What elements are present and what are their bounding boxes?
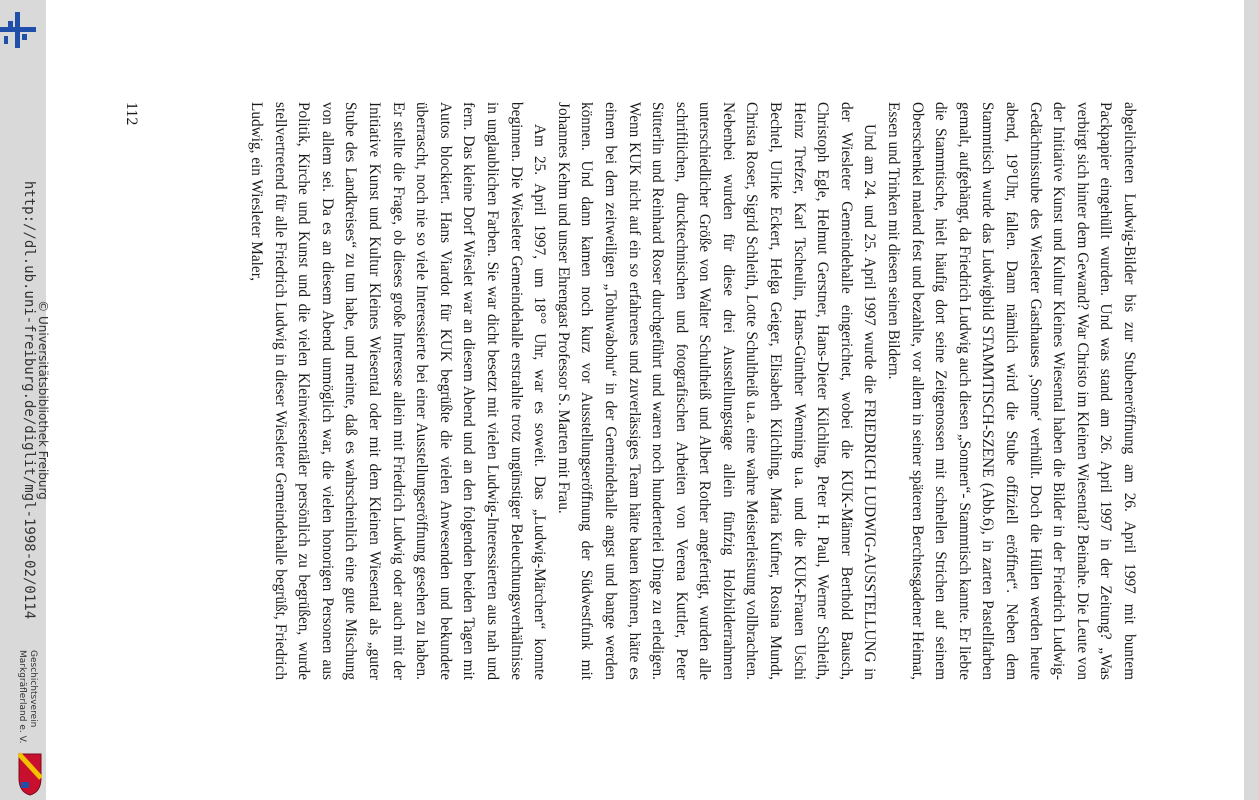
page-body-text — [171, 102, 1141, 680]
society-name-line-2: Markgräflerland e. V. — [17, 650, 27, 744]
paragraph: Am 25. April 1997, um 18°° Uhr, war es soweit. Das „Ludwig-Märchen“ konnte beginnen. Die Wiesleter Gemeindehalle erstrahlte trotz ungünstiger Beleuchtungsverhältnisse in unglaublichen Farben. Sie war dicht besetzt mit vielen Ludwig-Interessierten aus nah und fern. Das kleine Dorf Wieslet war an diesem Abend und an den folgenden beiden Tagen mit Autos blockiert. Hans Viardot für KUK begrüßte die vielen Anwesenden und bekundete überrascht, noch nie so viele Interessierte bei einer Ausstellungseröffnung gesehen zu haben. Er stellte die Frage, ob dieses große Interesse allein mit Friedrich Ludwig oder auch mit der Initiative Kunst und Kultur Kleines Wiesental oder mit dem Kleinen Wiesental als „guter Stube des Landkreises“ zu tun habe, und meinte, daß es wahrscheinlich eine gute Mischung von allem sei. Da es an diesem Abend unmöglich war, die vielen honorigen Personen aus Politik, Kirche und Kunst und die vielen Kleinwiesentäler persönlich zu begrüßen, wurde stellvertretend für alle Friedrich Ludwig in dieser Wiesleter Gemeindehalle begrüßt, Friedrich Ludwig, ein Wiesleter Maler, — [248, 102, 549, 680]
society-coat-of-arms-icon — [18, 752, 42, 796]
viewer-sidebar — [0, 0, 50, 800]
rotated-book-page — [123, 102, 1141, 680]
university-logo-icon — [0, 12, 40, 48]
paragraph: Und am 24. und 25. April 1997 wurde die FRIEDRICH LUDWIG-AUSSTELLUNG in der Wiesleter Gemeindehalle eingerichtet, wobei die KUK-Männer Berthold Bausch, Christoph Egle, Helmut Gerstner, Hans-Dieter Kilchling, Peter H. Paul, Werner Schleith, Heinz Trefzer, Karl Tscheulin, Hans-Günther Wenning u.a. und die KUK-Frauen Uschi Bechtel, Ulrike Eckert, Helga Geiger, Elisabeth Kilchling, Maria Kufner, Rosina Mundt, Christa Roser, Sigrid Schleith, Lotte Schultheiß u.a. eine wahre Meisterleistung vollbrachten. Nebenbei wurden für diese drei Ausstellungstage allein fünfzig Holzbilderrahmen unterschiedlicher Größe von Walter Schultheiß und Albert Rother angefertigt, wurden alle schriftlichen, drucktechnischen und fotografischen Arbeiten von Verena Kuttler, Peter Sütterlin und Reinhard Roser durchgeführt und waren noch hunderterlei Dinge zu erledigen. Wenn KUK nicht auf ein so erfahrenes und zuverlässiges Team hätte bauen können, hätte es einem bei dem zeitweiligen „Tohuwabohu“ in der Gemeindehalle angst und bange werden können. Und dann kamen noch kurz vor Ausstellungseröffnung der Südwestfunk mit Johannes Kehm und unser Ehrengast Professor S. Marten mit Frau. — [554, 102, 879, 680]
copyright-notice: © Universitätsbibliothek Freiburg — [36, 300, 50, 500]
paragraph: abgelichteten Ludwig-Bilder bis zur Stubeneröffnung am 26. April 1997 mit buntem Packpapier eingehüllt wurden. Und was stand am 26. April 1997 in der Zeitung? „Was verbirgt sich hinter dem Gewand? War Christo im Kleinen Wiesental? Beinahe. Die Leute von der Initiative Kunst und Kultur Kleines Wiesental haben die Bilder in der Friedrich Ludwig-Gedächtnisstube des Wiesleter Gasthauses ‚Sonne‘ verhüllt. Doch die Hüllen werden heute abend, 19°Uhr, fallen. Dann nämlich wird die Stube offiziell eröffnet“. Neben dem Stammtisch wurde das Ludwigbild STAMMTISCH-SZENE (Abb.6), in zarten Pastellfarben gemalt, aufgehängt, da Friedrich Ludwig auch diesen „Sonnen“- Stammtisch kannte. Er liebte die Stammtische, hielt häufig dort seine Zeitgenossen mit schnellen Strichen auf seinem Oberschenkel malend fest und bezahlte, vor allem in seiner späteren Berchtesgadener Heimat, Essen und Trinken mit diesen seinen Bildern. — [885, 102, 1138, 680]
viewer-right-edge — [1244, 0, 1259, 800]
society-name-line-1: Geschichtsverein — [28, 650, 38, 728]
page-number: 112 — [123, 102, 140, 126]
document-url: http://dl.ub.uni-freiburg.de/diglit/mgl-1998-02/0114 — [21, 180, 37, 620]
society-name — [8, 650, 38, 750]
